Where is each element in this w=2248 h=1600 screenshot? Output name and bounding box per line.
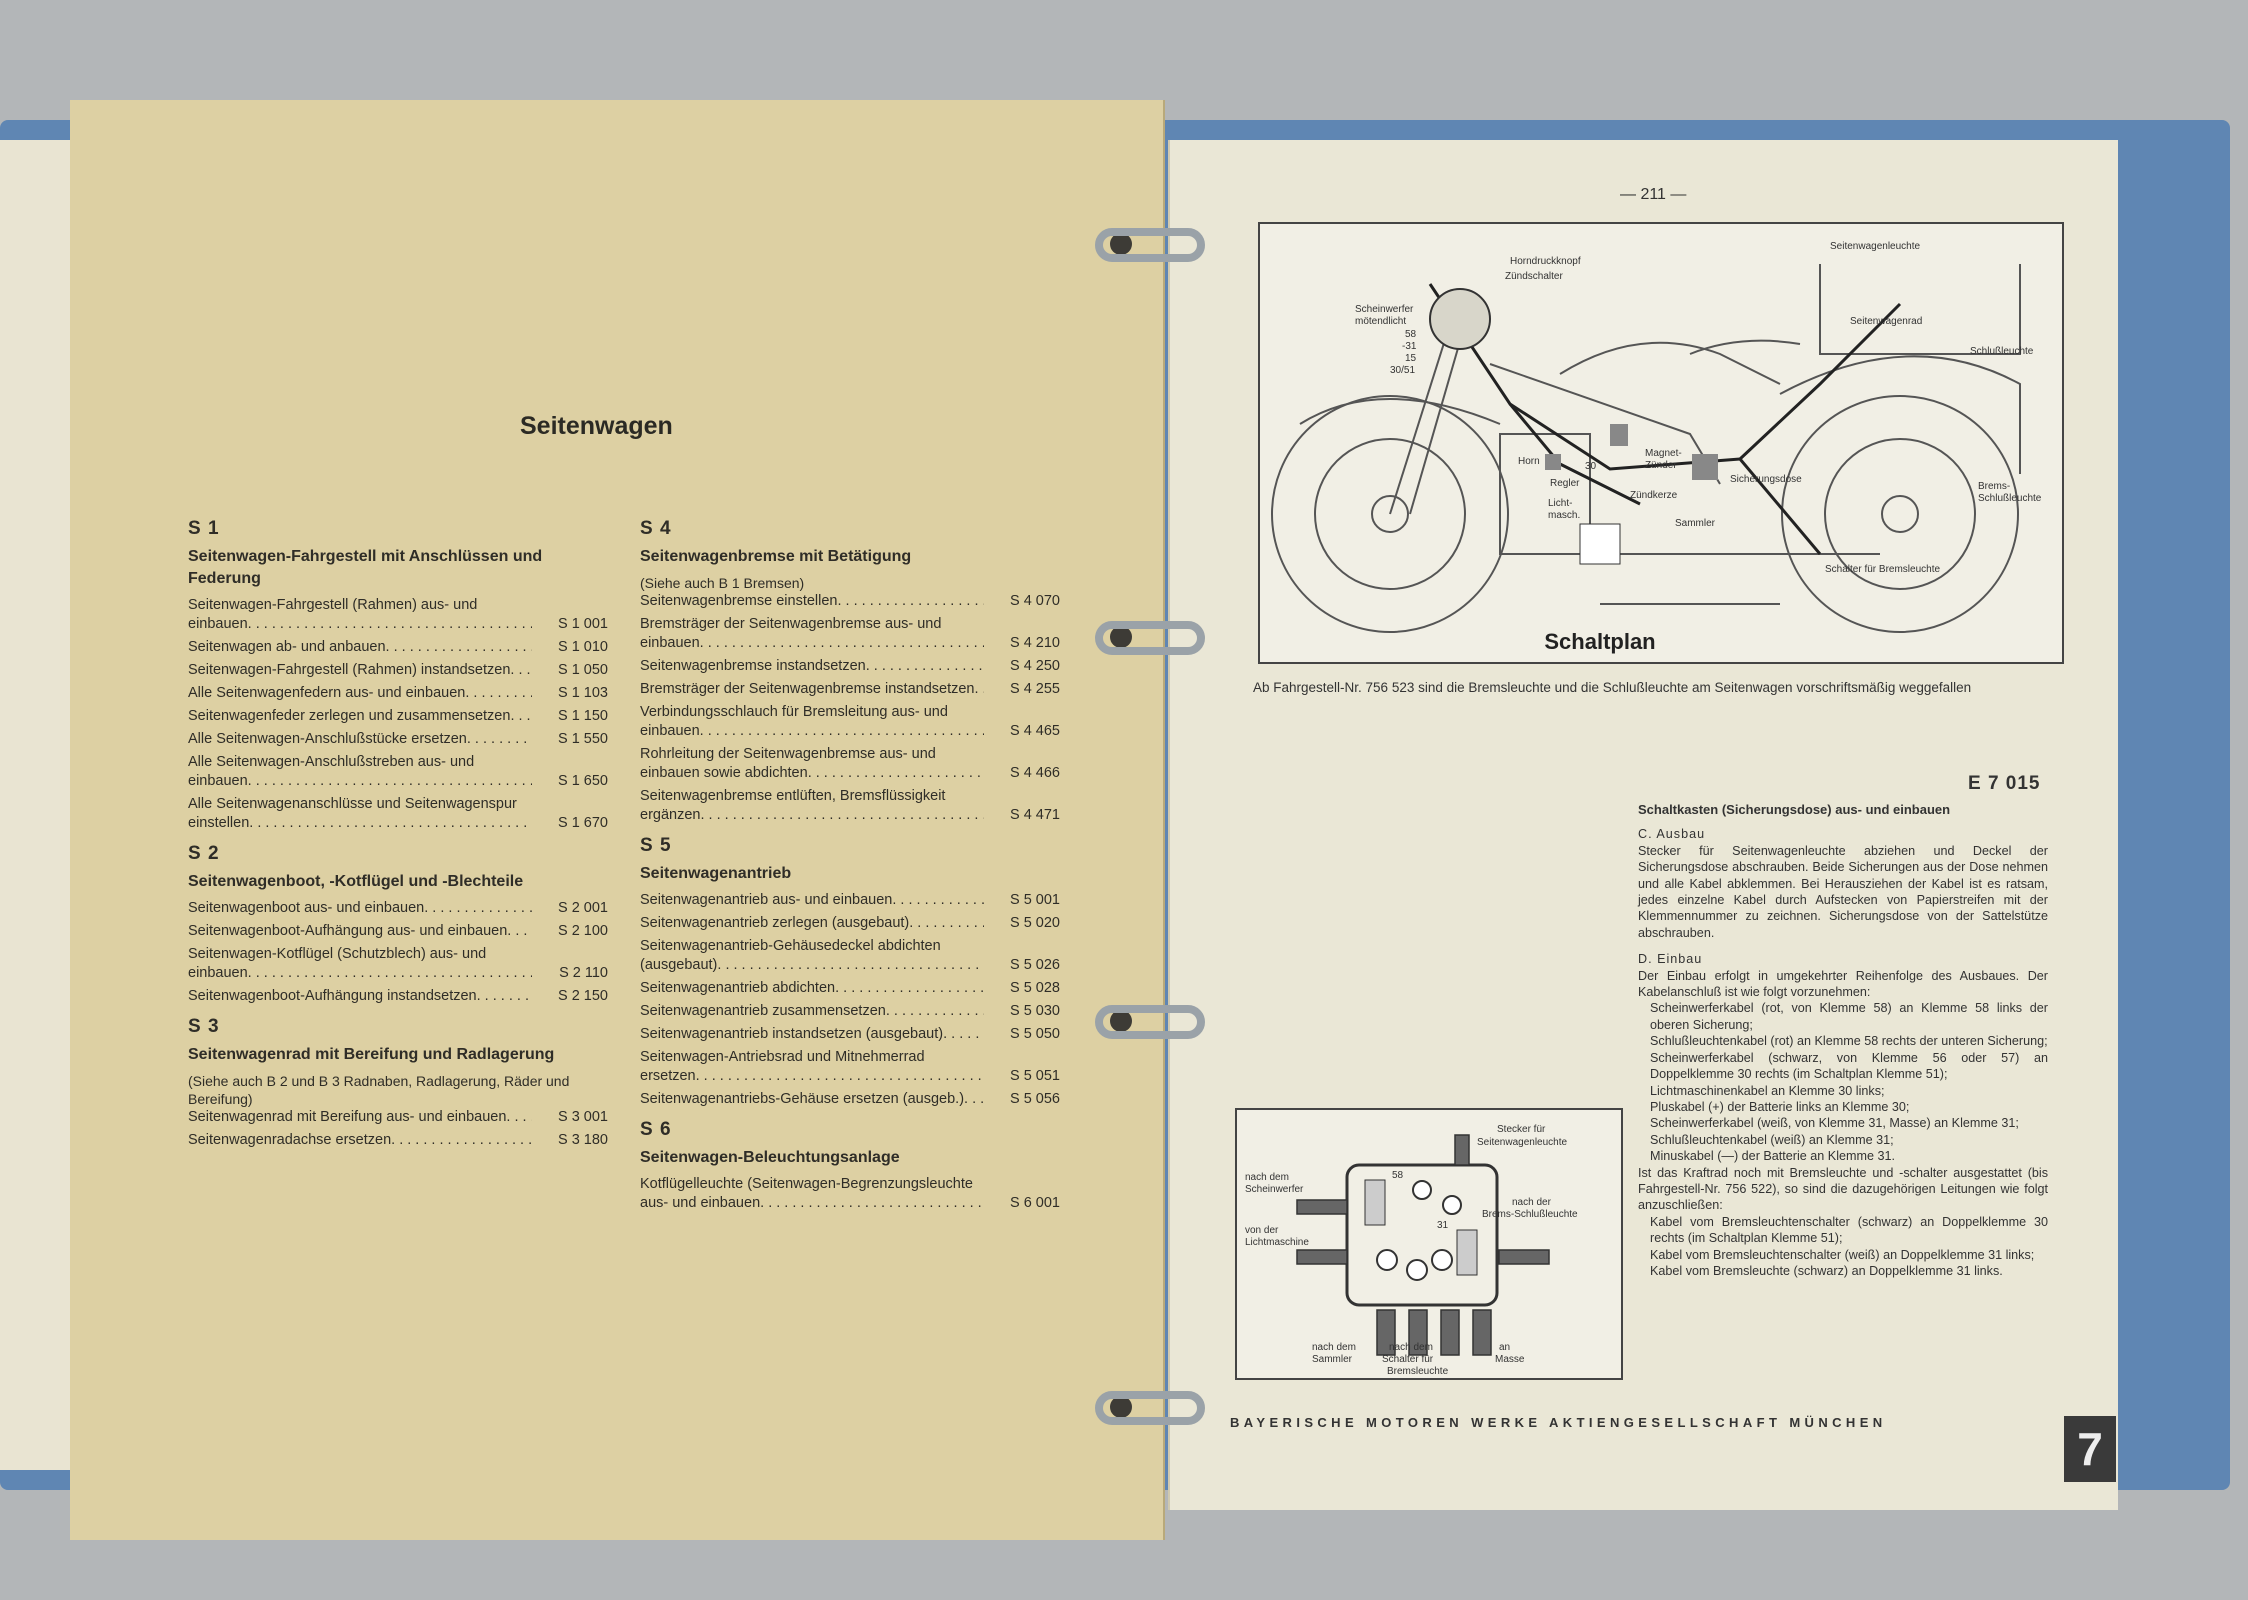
- toc-entry[interactable]: [640, 1002, 1060, 1021]
- section-title: Seitenwagenrad mit Bereifung und Radlagerung: [188, 1046, 555, 1063]
- label-zuender: Zünder: [1645, 460, 1677, 471]
- section-title: Seitenwagenantrieb: [640, 865, 792, 882]
- toc-entry-text: Bremsträger der Seitenwagenbremse instandsetzen . . .: [640, 680, 984, 699]
- label-nach-dem-sammler: nach dem: [1312, 1342, 1356, 1353]
- ausbau-heading: C. Ausbau: [1638, 827, 1706, 842]
- toc-entry-text: Alle Seitenwagen-Anschlußstreben aus- und einbauen . . .: [188, 753, 532, 791]
- page-number: — 211 —: [1620, 186, 1687, 203]
- toc-entry[interactable]: [640, 657, 1060, 676]
- toc-entry[interactable]: [640, 680, 1060, 699]
- label-scheinwerfer: Scheinwerfer: [1355, 304, 1414, 315]
- toc-entry-text: Seitenwagen-Fahrgestell (Rahmen) instandsetzen . . .: [188, 661, 532, 680]
- label-stecker-seitenwagenleuchte: Seitenwagenleuchte: [1477, 1137, 1568, 1148]
- toc-entry[interactable]: [640, 1090, 1060, 1109]
- bremse-list: [1638, 1214, 2048, 1280]
- toc-entry-code: S 4 210: [984, 634, 1060, 653]
- toc-entry[interactable]: [640, 787, 1060, 825]
- toc-entry-code: S 4 471: [984, 806, 1060, 825]
- toc-entry[interactable]: [188, 899, 608, 918]
- toc-entry-text: Seitenwagen-Kotflügel (Schutzblech) aus- und einbauen . . .: [188, 945, 532, 983]
- toc-entry[interactable]: [188, 1131, 608, 1150]
- toc-entry-text: Alle Seitenwagenfedern aus- und einbauen . . .: [188, 684, 532, 703]
- toc-section: [640, 518, 1060, 825]
- toc-column-left: [188, 508, 608, 1156]
- toc-entry-code: S 4 070: [984, 592, 1060, 611]
- toc-entry-code: S 5 051: [984, 1067, 1060, 1086]
- toc-entry-code: S 1 150: [532, 707, 608, 726]
- instruction-item: Schlußleuchtenkabel (rot) an Klemme 58 rechts der unteren Sicherung;: [1650, 1034, 2048, 1049]
- toc-entry-code: S 1 650: [532, 772, 608, 791]
- toc-section: [640, 835, 1060, 1109]
- binder-ring[interactable]: [1095, 621, 1205, 655]
- toc-entry-text: Seitenwagenantrieb aus- und einbauen . . .: [640, 891, 984, 910]
- label-brems: Brems-: [1978, 481, 2011, 492]
- toc-entry-code: S 2 100: [532, 922, 608, 941]
- toc-entry-text: Seitenwagenbremse entlüften, Bremsflüssigkeit ergänzen . . .: [640, 787, 984, 825]
- section-code: S 1: [188, 518, 220, 539]
- page-title: Seitenwagen: [520, 412, 673, 440]
- fusebox-schematic: [1237, 1110, 1621, 1378]
- label-terminal-30: 30: [1585, 461, 1597, 472]
- toc-entry[interactable]: [188, 596, 608, 634]
- einbau-intro: Der Einbau erfolgt in umgekehrter Reihenfolge des Ausbaues. Der Kabelanschluß ist wie folgt vorzunehmen:: [1638, 968, 2048, 1000]
- label-zuendschalter: Zündschalter: [1505, 271, 1563, 282]
- instruction-item: Kabel vom Bremsleuchtenschalter (schwarz) an Doppelklemme 30 rechts (im Schaltplan Klemme 51);: [1650, 1214, 2048, 1246]
- toc-entry[interactable]: [640, 979, 1060, 998]
- toc-entry-text: Rohrleitung der Seitenwagenbremse aus- und einbauen sowie abdichten . . .: [640, 745, 984, 783]
- label-moetendlicht: mötendlicht: [1355, 316, 1407, 327]
- instruction-item: Scheinwerferkabel (rot, von Klemme 58) an Klemme 58 links der oberen Sicherung;: [1650, 1001, 2048, 1032]
- instruction-item: Lichtmaschinenkabel an Klemme 30 links;: [1650, 1083, 1885, 1098]
- toc-entry-code: S 5 020: [984, 914, 1060, 933]
- toc-entry[interactable]: [640, 592, 1060, 611]
- toc-entry[interactable]: [188, 707, 608, 726]
- toc-entry-code: S 3 001: [532, 1108, 608, 1127]
- section-code: E 7 015: [1968, 773, 2041, 794]
- toc-entry-text: Seitenwagenbremse instandsetzen . . .: [640, 657, 984, 676]
- instructions-text: [1638, 802, 2048, 1279]
- label-terminal-58: 58: [1405, 329, 1417, 340]
- label-brems-schlussleuchte: Schlußleuchte: [1978, 493, 2042, 504]
- toc-entry[interactable]: [188, 730, 608, 749]
- toc-entry[interactable]: [640, 745, 1060, 783]
- wiring-diagram: [1258, 222, 2064, 664]
- toc-entry-text: Seitenwagenboot aus- und einbauen . . .: [188, 899, 532, 918]
- toc-entry-text: Seitenwagenboot-Aufhängung instandsetzen . . .: [188, 987, 532, 1006]
- label-nach-dem: nach dem: [1245, 1172, 1289, 1183]
- toc-entry[interactable]: [188, 638, 608, 657]
- label-terminal-15: 15: [1405, 353, 1417, 364]
- instruction-item: Scheinwerferkabel (schwarz, von Klemme 56 oder 57) an Doppelklemme 30 rechts (im Schaltplan Klemme 51);: [1650, 1050, 2048, 1082]
- toc-entry[interactable]: [640, 1175, 1060, 1213]
- toc-entry[interactable]: [640, 891, 1060, 910]
- toc-entry[interactable]: [640, 937, 1060, 975]
- toc-entry-text: Seitenwagenfeder zerlegen und zusammensetzen . . .: [188, 707, 532, 726]
- diagram-title: Schaltplan: [1544, 629, 1656, 654]
- toc-entry-text: Alle Seitenwagenanschlüsse und Seitenwagenspur einstellen . . .: [188, 795, 532, 833]
- instruction-item: Pluskabel (+) der Batterie links an Klemme 30;: [1650, 1099, 1910, 1114]
- toc-entry-text: Seitenwagenboot-Aufhängung aus- und einbauen . . .: [188, 922, 532, 941]
- label-horndruckknopf: Horndruckknopf: [1510, 256, 1581, 267]
- toc-entry-code: S 1 050: [532, 661, 608, 680]
- section-code: S 4: [640, 518, 672, 539]
- label-schlussleuchte: Schlußleuchte: [1970, 346, 2034, 357]
- toc-entry[interactable]: [188, 1108, 608, 1127]
- toc-entry[interactable]: [188, 945, 608, 983]
- label-schalter-bremsleuchte: Schalter für Bremsleuchte: [1825, 564, 1941, 575]
- section-code: S 2: [188, 843, 220, 864]
- section-subtitle: (Siehe auch B 2 und B 3 Radnaben, Radlagerung, Räder und Bereifung): [188, 1073, 570, 1107]
- label-horn: Horn: [1518, 456, 1540, 467]
- fusebox-diagram: [1235, 1108, 1623, 1380]
- section-tab[interactable]: 7: [2064, 1416, 2116, 1482]
- toc-entry-code: S 1 001: [532, 615, 608, 634]
- toc-entry-code: S 5 001: [984, 891, 1060, 910]
- toc-entry-code: S 5 026: [984, 956, 1060, 975]
- section-title: Schaltkasten (Sicherungsdose) aus- und einbauen: [1638, 802, 1951, 817]
- toc-entry-code: S 5 056: [984, 1090, 1060, 1109]
- toc-section: [188, 1016, 608, 1150]
- toc-entry-code: S 1 550: [532, 730, 608, 749]
- section-title: Seitenwagen-Fahrgestell mit Anschlüssen und Federung: [188, 548, 543, 587]
- label-brems-schluss: Brems-Schlußleuchte: [1482, 1209, 1578, 1220]
- label-seitenwagenleuchte: Seitenwagenleuchte: [1830, 241, 1921, 252]
- toc-entry-code: S 1 103: [532, 684, 608, 703]
- label-sicherungsdose: Sicherungsdose: [1730, 474, 1802, 485]
- instruction-item: Minuskabel (—) der Batterie an Klemme 31.: [1650, 1149, 1895, 1164]
- instruction-item: Scheinwerferkabel (weiß, von Klemme 31, Masse) an Klemme 31;: [1650, 1116, 2019, 1131]
- toc-entry-text: Seitenwagen-Antriebsrad und Mitnehmerrad ersetzen . . .: [640, 1048, 984, 1086]
- instruction-item: Kabel vom Bremsleuchte (schwarz) an Doppelklemme 31 links.: [1650, 1263, 2003, 1278]
- toc-entry-code: S 5 028: [984, 979, 1060, 998]
- label-masch: masch.: [1548, 510, 1581, 521]
- section-title: Seitenwagenbremse mit Betätigung: [640, 548, 912, 565]
- toc-entry[interactable]: [188, 661, 608, 680]
- label-masse: Masse: [1495, 1354, 1525, 1365]
- toc-entry[interactable]: [640, 703, 1060, 741]
- toc-entry-text: Seitenwagenantrieb instandsetzen (ausgebaut) . . .: [640, 1025, 984, 1044]
- label-seitenwagenrad: Seitenwagenrad: [1850, 316, 1923, 327]
- toc-entry-code: S 4 466: [984, 764, 1060, 783]
- binder-ring[interactable]: [1095, 228, 1205, 262]
- toc-entry[interactable]: [188, 987, 608, 1006]
- toc-column-right: [640, 508, 1060, 1219]
- label-box-scheinwerfer: Scheinwerfer: [1245, 1184, 1304, 1195]
- toc-entry[interactable]: [640, 615, 1060, 653]
- label-schalter-nach: nach dem: [1389, 1342, 1433, 1353]
- label-schalter-bremsleuchte: Bremsleuchte: [1387, 1366, 1449, 1377]
- toc-entry[interactable]: [188, 684, 608, 703]
- section-code: S 6: [640, 1119, 672, 1140]
- label-regler: Regler: [1550, 478, 1580, 489]
- toc-entry-text: Seitenwagenradachse ersetzen . . .: [188, 1131, 532, 1150]
- ausbau-text: Stecker für Seitenwagenleuchte abziehen und Deckel der Sicherungsdose abschrauben. Beide Sicherungen aus der Dose nehmen und alle Kabel abklemmen. Bei Herausziehen der Kabel ist es ratsam, jedes einzelne Kabel durch Aufstecken von Papierstreifen mit der Klemmennummer zu zeichnen. Sicherungsdose von der Sattelstütze abschrauben.: [1638, 843, 2048, 940]
- einbau-list: [1638, 1000, 2048, 1164]
- toc-section: [188, 843, 608, 1006]
- section-title: Seitenwagen-Beleuchtungsanlage: [640, 1149, 900, 1166]
- label-klemme-58: 58: [1392, 1170, 1404, 1181]
- toc-entry[interactable]: [188, 753, 608, 791]
- toc-entry-text: Bremsträger der Seitenwagenbremse aus- und einbauen . . .: [640, 615, 984, 653]
- toc-entry-code: S 2 110: [532, 964, 608, 983]
- toc-entry-text: Seitenwagen-Fahrgestell (Rahmen) aus- und einbauen . . .: [188, 596, 532, 634]
- toc-entry-code: S 5 050: [984, 1025, 1060, 1044]
- toc-entry[interactable]: [188, 795, 608, 833]
- toc-entry-text: Seitenwagenbremse einstellen . . .: [640, 592, 984, 611]
- publisher-footer: BAYERISCHE MOTOREN WERKE AKTIENGESELLSCHAFT MÜNCHEN: [1230, 1415, 1887, 1430]
- toc-entry-text: Seitenwagenrad mit Bereifung aus- und einbauen . . .: [188, 1108, 532, 1127]
- toc-entry-text: Alle Seitenwagen-Anschlußstücke ersetzen . . .: [188, 730, 532, 749]
- toc-entry-code: S 6 001: [984, 1194, 1060, 1213]
- section-code: S 5: [640, 835, 672, 856]
- toc-entry-text: Seitenwagen ab- und anbauen . . .: [188, 638, 532, 657]
- label-klemme-31: 31: [1437, 1220, 1449, 1231]
- label-schalter-fuer: Schalter für: [1382, 1354, 1434, 1365]
- toc-entry-code: S 2 001: [532, 899, 608, 918]
- toc-entry[interactable]: [640, 1048, 1060, 1086]
- diagram-caption: Ab Fahrgestell-Nr. 756 523 sind die Bremsleuchte und die Schlußleuchte am Seitenwagen vorschriftsmäßig weggefallen: [1253, 680, 1972, 695]
- toc-entry-text: Kotflügelleuchte (Seitenwagen-Begrenzungsleuchte aus- und einbauen . . .: [640, 1175, 984, 1213]
- label-licht: Licht-: [1548, 498, 1573, 509]
- instruction-item: Kabel vom Bremsleuchtenschalter (weiß) an Doppelklemme 31 links;: [1650, 1247, 2035, 1262]
- toc-entry-text: Seitenwagenantriebs-Gehäuse ersetzen (ausgeb.) . . .: [640, 1090, 984, 1109]
- toc-entry-code: S 4 250: [984, 657, 1060, 676]
- binder-ring[interactable]: [1095, 1391, 1205, 1425]
- label-nach-der: nach der: [1512, 1197, 1551, 1208]
- label-sammler-box: Sammler: [1312, 1354, 1353, 1365]
- label-terminal-3051: 30/51: [1390, 365, 1416, 376]
- toc-entry[interactable]: [188, 922, 608, 941]
- toc-entry[interactable]: [640, 914, 1060, 933]
- toc-entry-code: S 4 255: [984, 680, 1060, 699]
- toc-entry[interactable]: [640, 1025, 1060, 1044]
- label-von-der: von der: [1245, 1225, 1279, 1236]
- motorcycle-schematic: [1260, 224, 2062, 662]
- bremse-intro: Ist das Kraftrad noch mit Bremsleuchte und -schalter ausgestattet (bis Fahrgestell-Nr. 756 522), so sind die dazugehörigen Leitungen wie folgt anzuschließen:: [1638, 1165, 2048, 1213]
- toc-entry-text: Verbindungsschlauch für Bremsleitung aus- und einbauen . . .: [640, 703, 984, 741]
- section-code: S 3: [188, 1016, 220, 1037]
- instruction-item: Schlußleuchtenkabel (weiß) an Klemme 31;: [1650, 1132, 1894, 1147]
- label-zuendkerze: Zündkerze: [1630, 490, 1678, 501]
- toc-entry-text: Seitenwagenantrieb abdichten . . .: [640, 979, 984, 998]
- label-terminal-31: -31: [1402, 341, 1417, 352]
- label-an: an: [1499, 1342, 1511, 1353]
- toc-entry-code: S 4 465: [984, 722, 1060, 741]
- toc-entry-text: Seitenwagenantrieb zerlegen (ausgebaut) . . .: [640, 914, 984, 933]
- binder-ring[interactable]: [1095, 1005, 1205, 1039]
- toc-section: [188, 518, 608, 833]
- toc-entry-code: S 1 010: [532, 638, 608, 657]
- toc-entry-text: Seitenwagenantrieb zusammensetzen . . .: [640, 1002, 984, 1021]
- toc-section: [640, 1119, 1060, 1213]
- toc-entry-text: Seitenwagenantrieb-Gehäusedeckel abdichten (ausgebaut) . . .: [640, 937, 984, 975]
- label-sammler: Sammler: [1675, 518, 1716, 529]
- section-subtitle: (Siehe auch B 1 Bremsen): [640, 575, 805, 591]
- einbau-heading: D. Einbau: [1638, 952, 1703, 967]
- section-title: Seitenwagenboot, -Kotflügel und -Blechteile: [188, 873, 524, 890]
- label-stecker: Stecker für: [1497, 1124, 1546, 1135]
- toc-entry-code: S 1 670: [532, 814, 608, 833]
- toc-entry-code: S 2 150: [532, 987, 608, 1006]
- toc-entry-code: S 3 180: [532, 1131, 608, 1150]
- label-lichtmaschine: Lichtmaschine: [1245, 1237, 1309, 1248]
- label-magnet: Magnet-: [1645, 448, 1682, 459]
- toc-entry-code: S 5 030: [984, 1002, 1060, 1021]
